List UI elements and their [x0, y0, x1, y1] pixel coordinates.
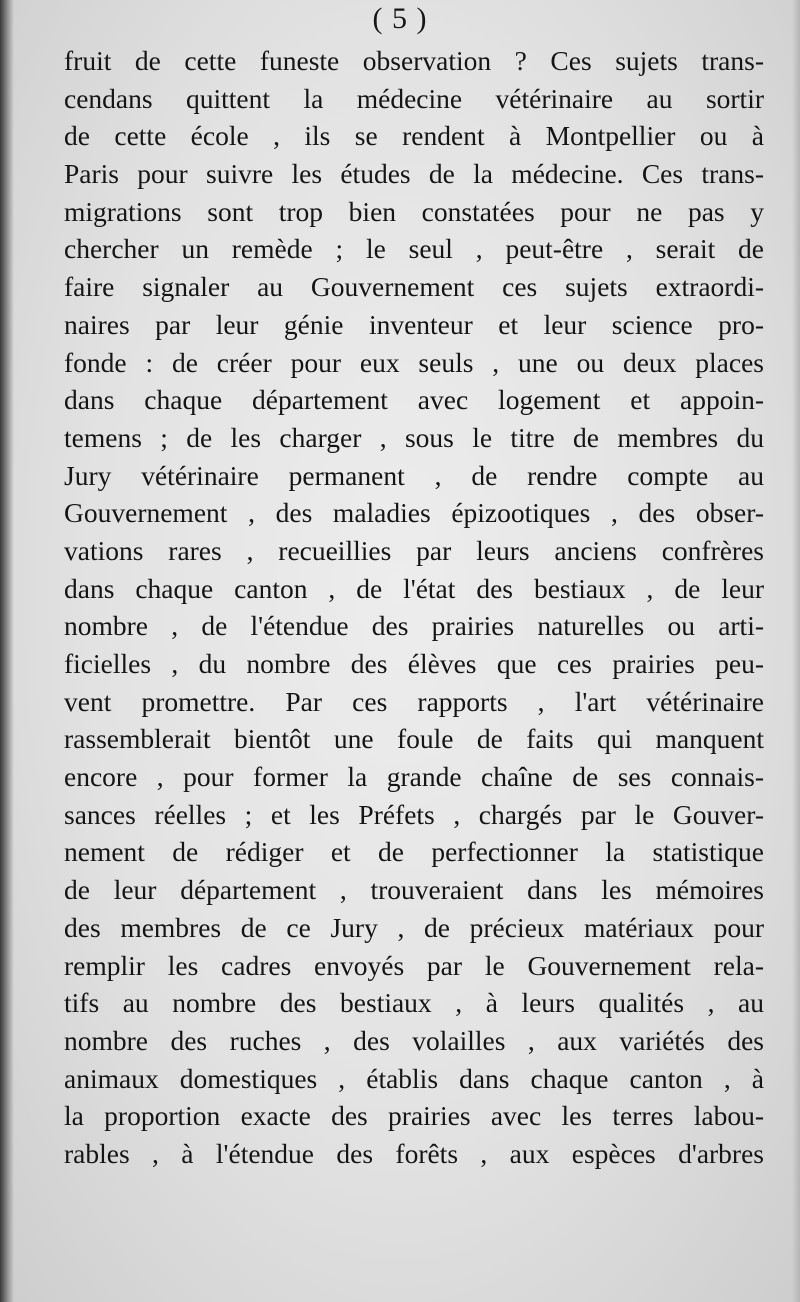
text-line: vations rares , recueillies par leurs anciens confrères [64, 534, 764, 566]
text-line: nombre des ruches , des volailles , aux variétés des [64, 1024, 764, 1056]
text-line: la proportion exacte des prairies avec les terres labou- [64, 1100, 764, 1132]
text-line: de leur département , trouveraient dans les mémoires [64, 874, 764, 906]
text-line: nombre , de l'étendue des prairies naturelles ou arti- [64, 610, 764, 642]
text-line: encore , pour former la grande chaîne de ses connais- [64, 761, 764, 793]
page-binding-shadow [0, 0, 14, 1302]
text-line: vent promettre. Par ces rapports , l'art vétérinaire [64, 685, 764, 717]
text-line: ficielles , du nombre des élèves que ces prairies peu- [64, 648, 764, 679]
text-line: rassemblerait bientôt une foule de faits qui manquent [64, 723, 764, 755]
text-line: fruit de cette funeste observation ? Ces sujets trans- [64, 45, 764, 76]
text-line: Jury vétérinaire permanent , de rendre compte au [64, 459, 764, 491]
text-line: nement de rédiger et de perfectionner la statistique [64, 836, 764, 868]
page-edge [792, 0, 800, 1302]
text-line: faire signaler au Gouvernement ces sujets extraordi- [64, 271, 764, 303]
text-line: sances réelles ; et les Préfets , chargés par le Gouver- [64, 798, 764, 830]
text-line: animaux domestiques , établis dans chaque canton , à [64, 1062, 764, 1094]
text-line: cendans quittent la médecine vétérinaire au sortir [64, 82, 764, 114]
text-line: migrations sont trop bien constatées pour ne pas y [64, 195, 764, 227]
text-line: tifs au nombre des bestiaux , à leurs qualités , au [64, 987, 764, 1019]
text-line: remplir les cadres envoyés par le Gouvernement rela- [64, 949, 764, 981]
text-line: dans chaque canton , de l'état des bestiaux , de leur [64, 572, 764, 604]
text-line: de cette école , ils se rendent à Montpellier ou à [64, 120, 764, 152]
text-line: fonde : de créer pour eux seuls , une ou deux places [64, 346, 764, 378]
text-line: chercher un remède ; le seul , peut-être , serait de [64, 233, 764, 265]
text-line: temens ; de les charger , sous le titre de membres du [64, 421, 764, 453]
body-text [64, 42, 764, 1173]
text-line: dans chaque département avec logement et appoin- [64, 384, 764, 416]
page-number: ( 5 ) [372, 2, 428, 35]
text-line: Gouvernement , des maladies épizootiques , des obser- [64, 497, 764, 529]
text-line: naires par leur génie inventeur et leur science pro- [64, 308, 764, 340]
text-line: des membres de ce Jury , de précieux matériaux pour [64, 911, 764, 943]
text-line: rables , à l'étendue des forêts , aux espèces d'arbres [64, 1137, 764, 1169]
text-line: Paris pour suivre les études de la médecine. Ces trans- [64, 158, 764, 190]
